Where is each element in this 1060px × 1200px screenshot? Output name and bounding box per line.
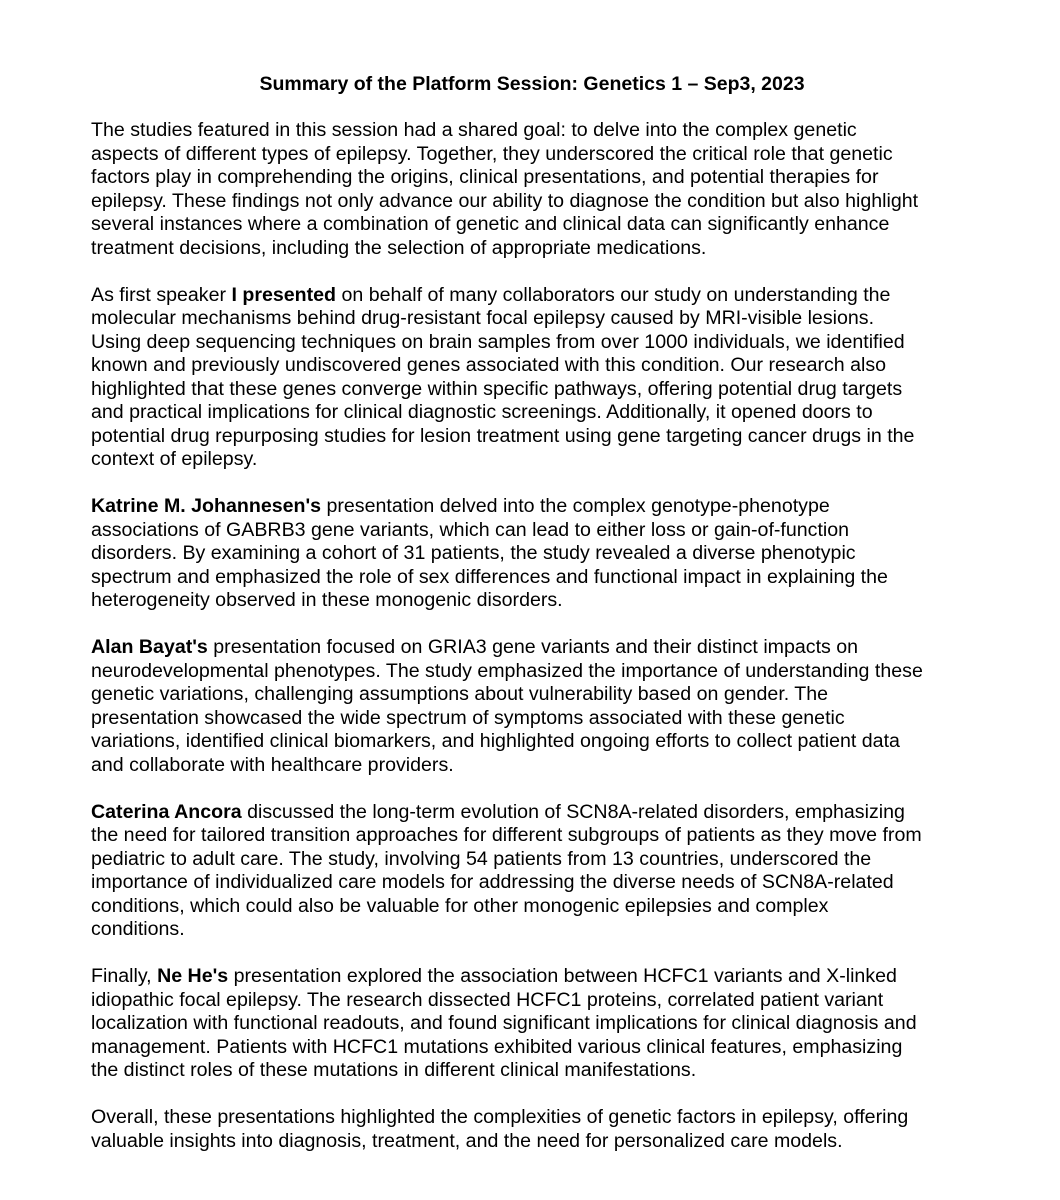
line-prefix-text: As first speaker xyxy=(91,283,232,306)
text-line: conditions. xyxy=(91,918,185,940)
text-line: molecular mechanisms behind drug-resistant focal epilepsy caused by MRI-visible lesions. xyxy=(91,307,875,329)
bold-name: I presented xyxy=(231,283,337,306)
text-line: and practical implications for clinical diagnostic screenings. Additionally, it opened doors to xyxy=(91,401,873,423)
text-line: importance of individualized care models for addressing the diverse needs of SCN8A-related xyxy=(91,871,894,893)
text-line: idiopathic focal epilepsy. The research dissected HCFC1 proteins, correlated patient variant xyxy=(91,988,884,1011)
text-line: the distinct roles of these mutations in different clinical manifestations. xyxy=(91,1059,697,1081)
text-line: pediatric to adult care. The study, involving 54 patients from 13 countries, underscored the xyxy=(91,847,872,870)
text-line: variations, identified clinical biomarkers, and highlighted ongoing efforts to collect patient data xyxy=(91,730,900,752)
text-line: several instances where a combination of genetic and clinical data can significantly enhance xyxy=(91,213,890,235)
line-prefix-text: Finally, xyxy=(91,965,158,987)
text-line: Using deep sequencing techniques on brain samples from over 1000 individuals, we identified xyxy=(91,330,905,353)
text-line: factors play in comprehending the origins, clinical presentations, and potential therapies for xyxy=(91,166,879,188)
text-line xyxy=(91,965,991,989)
line-suffix-text: on behalf of many collaborators our study on understanding the xyxy=(336,283,891,306)
text-line: the need for tailored transition approaches for different subgroups of patients as they move from xyxy=(91,824,922,846)
bold-name: Alan Bayat's xyxy=(91,636,208,658)
text-line: presentation showcased the wide spectrum of symptoms associated with these genetic xyxy=(91,706,845,729)
text-line xyxy=(91,284,991,308)
text-line: disorders. By examining a cohort of 31 patients, the study revealed a diverse phenotypic xyxy=(91,542,856,564)
line-suffix-text: presentation delved into the complex genotype-phenotype xyxy=(321,495,830,517)
text-line: neurodevelopmental phenotypes. The study emphasized the importance of understanding these xyxy=(91,659,923,682)
paragraph-2 xyxy=(91,284,991,472)
text-line: valuable insights into diagnosis, treatment, and the need for personalized care models. xyxy=(91,1129,843,1152)
line-suffix-text: presentation explored the association between HCFC1 variants and X-linked xyxy=(228,965,897,987)
bold-name: Katrine M. Johannesen's xyxy=(91,495,322,517)
text-line: spectrum and emphasized the role of sex differences and functional impact in explaining the xyxy=(91,565,888,588)
text-line: The studies featured in this session had a shared goal: to delve into the complex genetic xyxy=(91,119,857,141)
text-line: highlighted that these genes converge within specific pathways, offering potential drug targets xyxy=(91,377,903,400)
text-line: localization with functional readouts, and found significant implications for clinical diagnosis and xyxy=(91,1012,917,1034)
text-line: genetic variations, challenging assumptions about vulnerability based on gender. The xyxy=(91,683,829,705)
bold-name: Caterina Ancora xyxy=(91,800,242,823)
paragraph-7 xyxy=(91,1106,991,1153)
text-line: epilepsy. These findings not only advance our ability to diagnose the condition but also highlight xyxy=(91,189,919,212)
text-line: conditions, which could also be valuable for other monogenic epilepsies and complex xyxy=(91,894,829,917)
bold-name: Ne He's xyxy=(157,965,229,987)
text-line: treatment decisions, including the selection of appropriate medications. xyxy=(91,236,707,259)
text-line: context of epilepsy. xyxy=(91,448,258,470)
document-title: Summary of the Platform Session: Genetics 1 – Sep3, 2023 xyxy=(259,73,805,95)
text-line: management. Patients with HCFC1 mutations exhibited various clinical features, emphasizing xyxy=(91,1035,903,1058)
text-line: heterogeneity observed in these monogenic disorders. xyxy=(91,589,563,611)
line-suffix-text: presentation focused on GRIA3 gene variants and their distinct impacts on xyxy=(207,636,859,658)
paragraph-5 xyxy=(91,801,991,942)
line-suffix-text: discussed the long-term evolution of SCN8A-related disorders, emphasizing xyxy=(241,800,905,823)
text-line: potential drug repurposing studies for lesion treatment using gene targeting cancer drugs in the xyxy=(91,424,915,447)
text-line: associations of GABRB3 gene variants, which can lead to either loss or gain-of-function xyxy=(91,518,850,541)
text-line: aspects of different types of epilepsy. Together, they underscored the critical role that genetic xyxy=(91,142,893,165)
text-line: known and previously undiscovered genes associated with this condition. Our research also xyxy=(91,354,887,376)
paragraph-1 xyxy=(91,119,991,260)
paragraph-4 xyxy=(91,636,991,777)
text-line: Overall, these presentations highlighted the complexities of genetic factors in epilepsy, offering xyxy=(91,1106,909,1128)
text-line xyxy=(91,636,991,660)
paragraph-6 xyxy=(91,965,991,1083)
text-line xyxy=(91,801,991,825)
document-body xyxy=(91,119,991,1177)
paragraph-3 xyxy=(91,495,991,613)
text-line: and collaborate with healthcare providers. xyxy=(91,753,454,776)
text-line xyxy=(91,495,991,519)
